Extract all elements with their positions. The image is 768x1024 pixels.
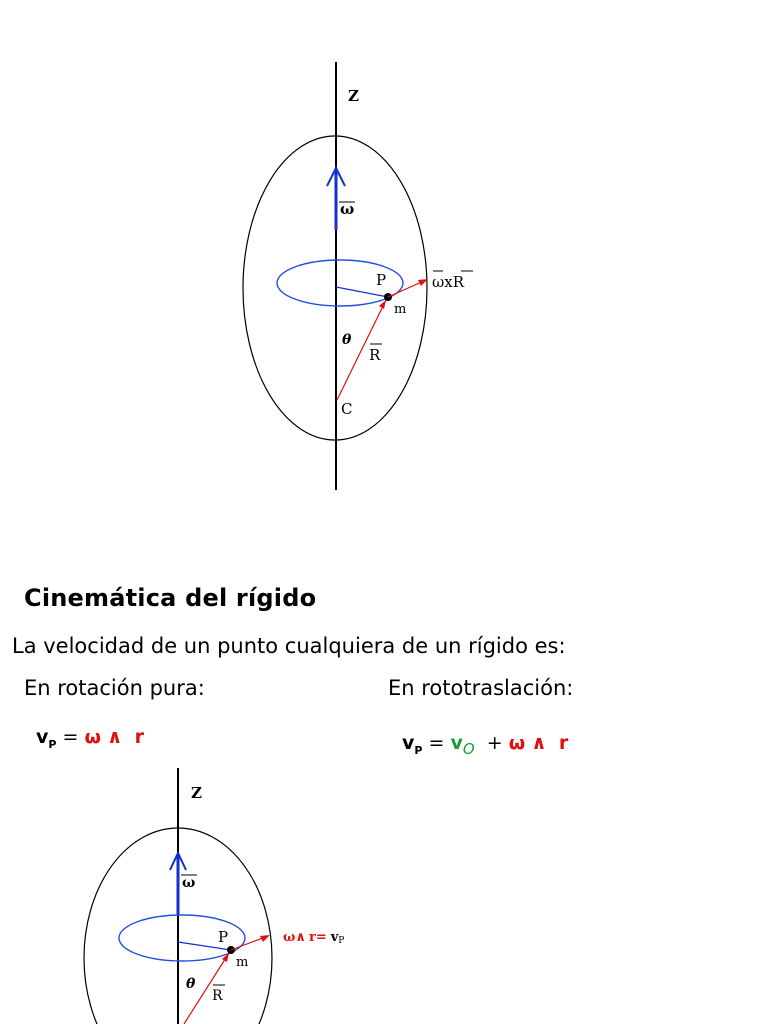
result-wedge: ∧ (295, 930, 306, 945)
vo-symbol: v (450, 732, 463, 754)
velocity-subscript: P (414, 743, 423, 757)
velocity-result-label (283, 930, 344, 946)
point-p-label: P (218, 928, 229, 946)
intro-text: La velocidad de un punto cualquiera de un rígido es: (12, 634, 566, 658)
result-equals: = (315, 930, 327, 945)
r-symbol: r (134, 726, 144, 748)
section-heading: Cinemática del rígido (24, 584, 317, 612)
r-label: R (212, 988, 223, 1004)
result-v-sub: P (338, 936, 345, 946)
theta-label: θ (186, 976, 196, 992)
result-v: v (330, 930, 339, 945)
point-p-label: P (376, 271, 387, 289)
z-axis-label: Z (348, 87, 359, 105)
equals-sign: = (62, 726, 79, 748)
rototranslation-label: En rototraslación: (388, 676, 574, 700)
velocity-subscript: P (48, 737, 57, 751)
result-omega: ω (283, 930, 296, 945)
pure-rotation-label: En rotación pura: (24, 676, 205, 700)
cross-product-label: ωxR (432, 273, 464, 291)
omega-label: ω (340, 200, 355, 218)
theta-label: θ (342, 332, 352, 348)
rototranslation-formula (402, 732, 568, 758)
omega-symbol: ω (84, 726, 101, 748)
result-r: r (308, 930, 316, 945)
pure-rotation-formula (36, 726, 144, 751)
z-axis-label: Z (191, 784, 202, 802)
wedge-symbol: ∧ (107, 726, 123, 748)
wedge-symbol: ∧ (531, 732, 547, 754)
rigid-body-diagram-bottom (0, 760, 768, 1024)
r-symbol: r (558, 732, 569, 754)
r-label: R (369, 346, 381, 364)
omega-label: ω (182, 875, 196, 891)
omega-symbol: ω (508, 732, 526, 754)
velocity-symbol: v (36, 726, 49, 748)
vo-subscript: O (462, 739, 475, 758)
mass-label: m (394, 302, 407, 317)
plus-sign: + (486, 732, 503, 754)
mass-label: m (236, 955, 249, 970)
equals-sign: = (428, 732, 445, 754)
center-c-label: C (341, 400, 353, 418)
velocity-symbol: v (402, 732, 415, 754)
velocity-vector-head (260, 935, 270, 942)
